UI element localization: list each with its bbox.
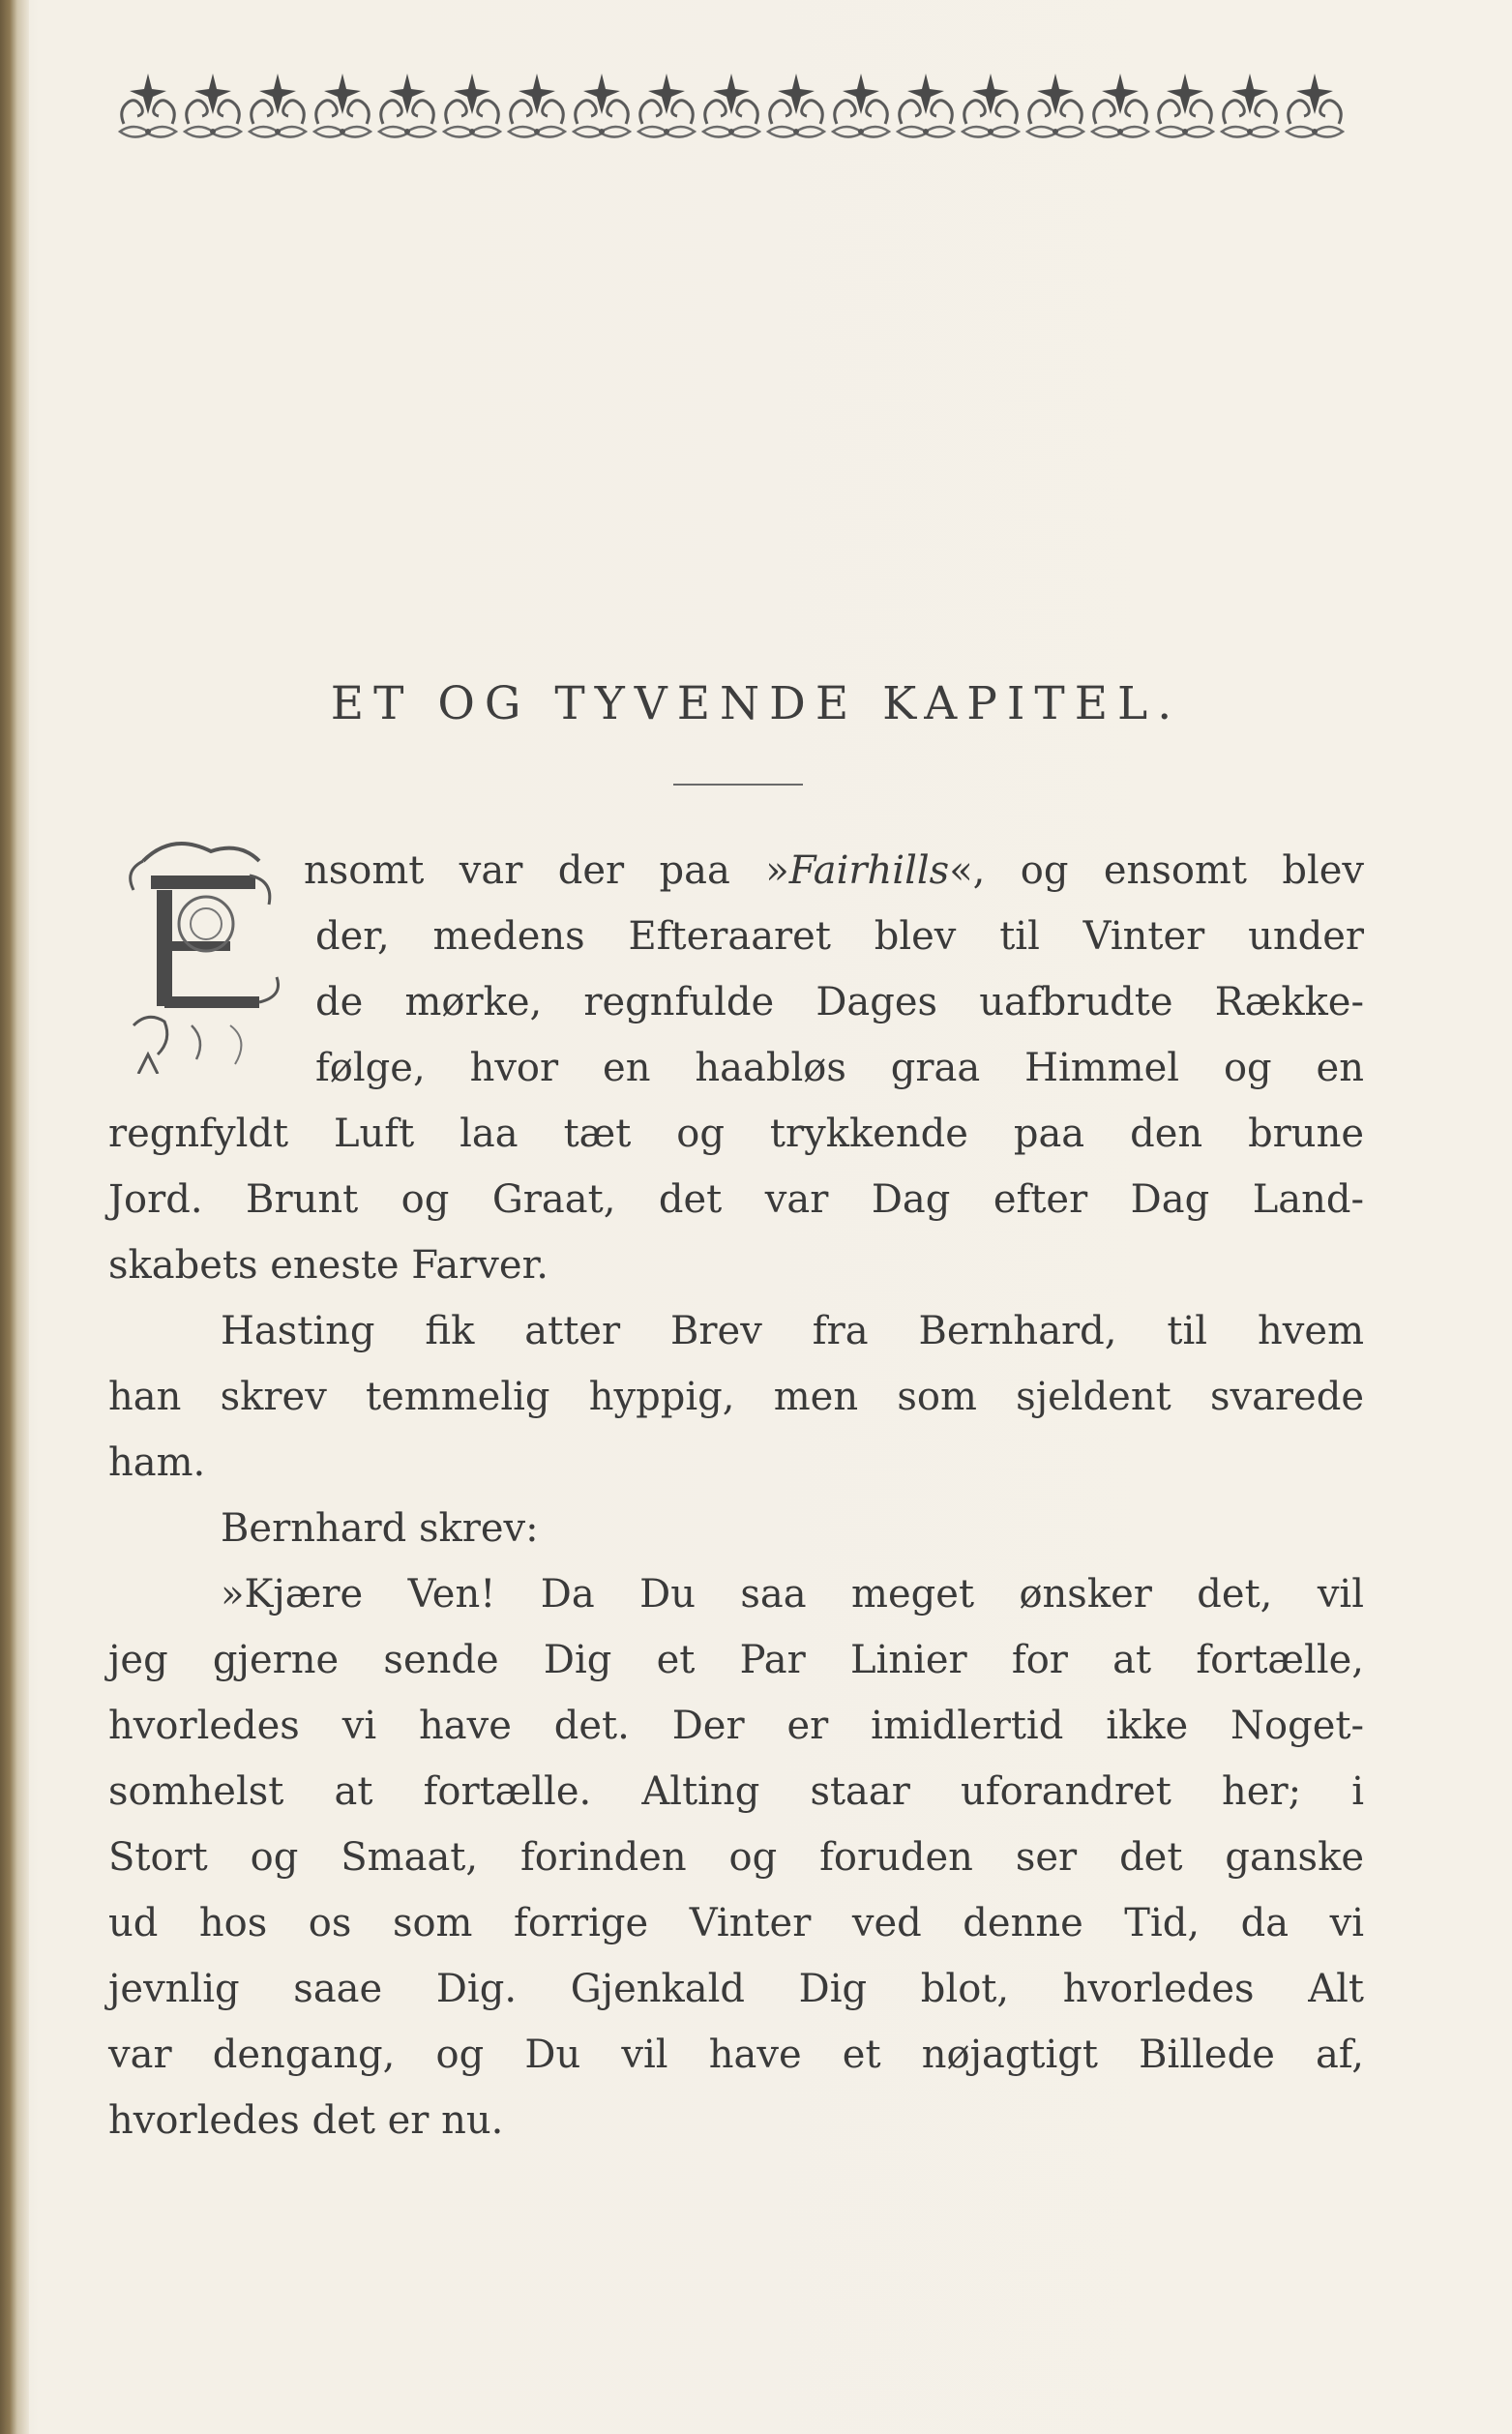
text-line: Jord. Brunt og Graat, det var Dag efter Dag Land-	[108, 1177, 1364, 1222]
text-line: regnfyldt Luft laa tæt og trykkende paa den brune	[108, 1112, 1364, 1156]
text-line: »Kjære Ven! Da Du saa meget ønsker det, vil	[221, 1572, 1364, 1617]
chapter-title: ET OG TYVENDE KAPITEL.	[330, 677, 1182, 730]
text-line: følge, hvor en haabløs graa Himmel og en	[315, 1046, 1364, 1090]
text-line: han skrev temmelig hyppig, men som sjeldent svarede	[108, 1375, 1364, 1419]
title-divider-rule	[673, 784, 803, 786]
book-spine-edge	[0, 0, 29, 2434]
text-line: de mørke, regnfulde Dages uafbrudte Række-	[315, 980, 1364, 1024]
text-line: skabets eneste Farver.	[108, 1243, 549, 1288]
text-line: hvorledes det er nu.	[108, 2098, 504, 2143]
text-line: hvorledes vi have det. Der er imidlertid ikke Noget-	[108, 1704, 1364, 1748]
text-line: jevnlig saae Dig. Gjenkald Dig blot, hvorledes Alt	[108, 1967, 1364, 2011]
text-line: somhelst at fortælle. Alting staar uforandret her; i	[108, 1769, 1364, 1814]
text-line: Stort og Smaat, forinden og foruden ser det ganske	[108, 1835, 1364, 1880]
text-line: Bernhard skrev:	[221, 1506, 539, 1551]
text-line: jeg gjerne sende Dig et Par Linier for at fortælle,	[108, 1638, 1364, 1682]
italic-estate-name: Fairhills	[788, 848, 950, 893]
text-line: var dengang, og Du vil have et nøjagtigt Billede af,	[108, 2033, 1364, 2077]
text-line: nsomt var der paa »Fairhills«, og ensomt blev	[304, 848, 1364, 893]
text-line: ham.	[108, 1440, 206, 1485]
ornamental-header-band	[116, 68, 1354, 145]
text-line: ud hos os som forrige Vinter ved denne Tid, da vi	[108, 1901, 1364, 1945]
text-line: Hasting fik atter Brev fra Bernhard, til hvem	[221, 1309, 1364, 1353]
ornamental-drop-cap	[114, 832, 293, 1074]
text-line: der, medens Efteraaret blev til Vinter under	[315, 914, 1364, 959]
